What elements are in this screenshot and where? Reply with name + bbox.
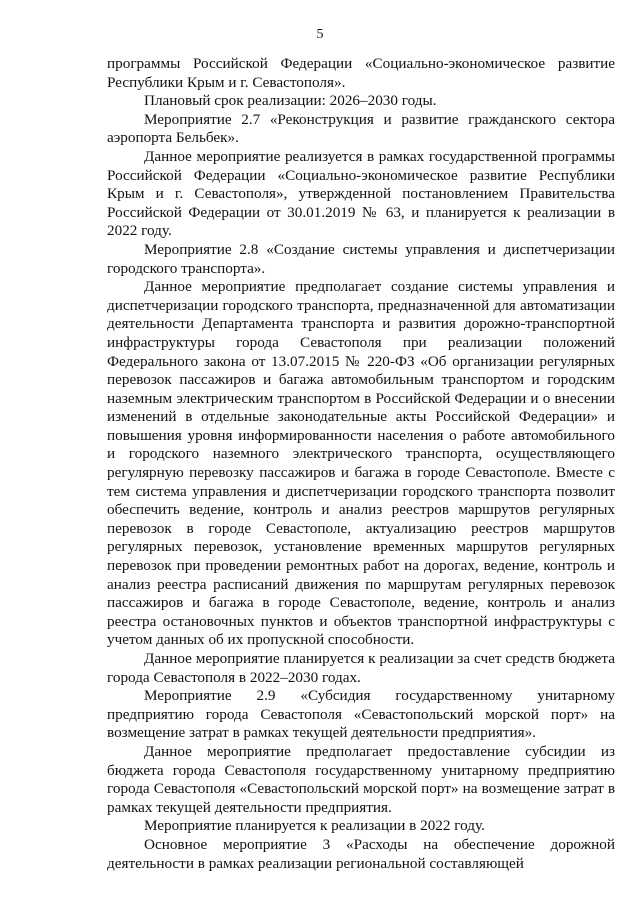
document-body	[107, 55, 615, 873]
paragraph-measure-2-8-funding: Данное мероприятие планируется к реализации за счет средств бюджета города Севастополя в 2022–2030 годах.	[107, 650, 615, 686]
paragraph-measure-2-7-description: Данное мероприятие реализуется в рамках государственной программы Российской Федерации «Социально-экономическое развитие Республики Крым и г. Севастополя», утвержденной постановлением Правительства Российской Федерации от 30.01.2019 № 63, и планируется к реализации в 2022 году.	[107, 147, 615, 240]
paragraph-planned-term: Плановый срок реализации: 2026–2030 годы.	[144, 92, 437, 110]
paragraph-program-continuation: программы Российской Федерации «Социально-экономическое развитие Республики Крым и г. Севастополя».	[107, 55, 615, 91]
paragraph-measure-2-7-title: Мероприятие 2.7 «Реконструкция и развитие гражданского сектора аэропорта Бельбек».	[107, 110, 615, 147]
paragraph-measure-2-8-description: Данное мероприятие предполагает создание системы управления и диспетчеризации городского транспорта, предназначенной для автоматизации деятельности Департамента транспорта и развития дорожно-транспортной инфраструктуры города Севастополя при реализации положений Федерального закона от 13.07.2015 № 220-ФЗ «Об организации регулярных перевозок пассажиров и багажа автомобильным транспортом и городским наземным электрическим транспортом в Российской Федерации и о внесении изменений в отдельные законодательные акты Российской Федерации» и повышения уровня информированности населения о работе автомобильного и городского наземного электрического транспорта, осуществляющего регулярную перевозку пассажиров и багажа в городе Севастополе. Вместе с тем система управления и диспетчеризации городского транспорта позволит обеспечить ведение, контроль и анализ реестров маршрутов регулярных перевозок в городе Севастополе, актуализацию реестров маршрутов регулярных перевозок, установление временных маршрутов регулярных перевозок при проведении ремонтных работ на дорогах, ведение, контроль и анализ реестра расписаний движения по маршрутам регулярных перевозок пассажиров и багажа в городе Севастополе, ведение, контроль и анализ реестра остановочных пунктов и объектов транспортной инфраструктуры с учетом данных об их пропускной способности.	[107, 278, 615, 649]
paragraph-main-measure-3-title: Основное мероприятие 3 «Расходы на обеспечение дорожной деятельности в рамках реализации региональной составляющей	[107, 835, 615, 872]
paragraph-measure-2-9-description: Данное мероприятие предполагает предоставление субсидии из бюджета города Севастополя государственному унитарному предприятию города Севастополя «Севастопольский морской порт» на возмещение затрат в рамках текущей деятельности предприятия.	[107, 742, 615, 816]
paragraph-measure-2-9-term: Мероприятие планируется к реализации в 2022 году.	[144, 817, 485, 835]
paragraph-measure-2-8-title: Мероприятие 2.8 «Создание системы управления и диспетчеризации городского транспорта».	[107, 240, 615, 277]
paragraph-measure-2-9-title: Мероприятие 2.9 «Субсидия государственному унитарному предприятию города Севастополя «Севастопольский морской порт» на возмещение затрат в рамках текущей деятельности предприятия».	[107, 687, 615, 742]
page-number: 5	[316, 27, 324, 42]
